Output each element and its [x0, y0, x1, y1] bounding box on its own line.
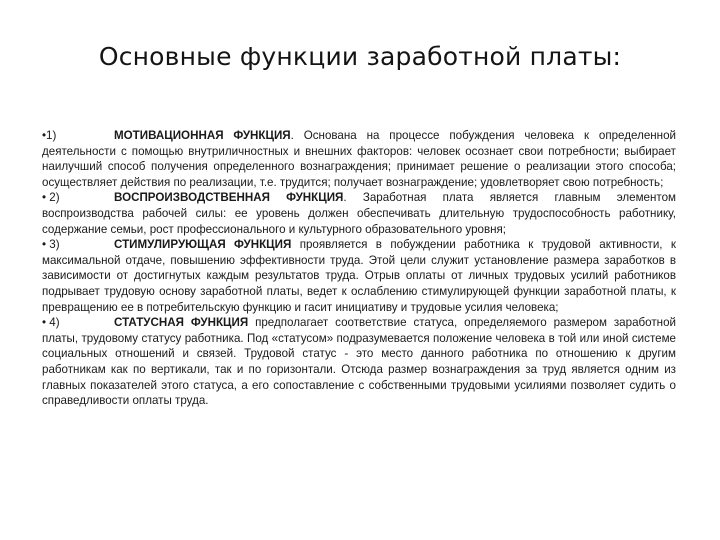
list-item-marker: • 3) — [42, 238, 60, 252]
list-item-status — [42, 315, 676, 409]
list-item-motivational — [42, 128, 676, 190]
list-item-text: проявляется в побуждении работника к трудовой активности, к максимальной отдаче, повышению эффективности труда. Этой цели служит установление размера заработков в зависимости от достигнутых каждым результатов труда. Отрыв оплаты от личных трудовых усилий работников подрывает трудовую основу заработной платы, ведет к ослаблению стимулирующей функции заработной платы, к превращению ее в потребительскую функцию и гасит инициативу и трудовые усилия человека; — [42, 238, 676, 314]
list-item-text: . Заработная плата является главным элементом воспроизводства рабочей силы: ее уровень должен обеспечивать длительную трудоспособность работнику, содержание семьи, рост профессионального и культурного образовательного уровня; — [42, 191, 676, 236]
list-item-heading: СТИМУЛИРУЮЩАЯ ФУНКЦИЯ — [114, 238, 292, 252]
slide-title: Основные функции заработной платы: — [98, 42, 622, 71]
list-item-stimulating — [42, 237, 676, 315]
list-item-text: предполагает соответствие статуса, определяемого размером заработной платы, трудовому статусу работника. Под «статусом» подразумевается положение человека в той или иной системе социальных отношений и связей. Трудовой статус - это место данного работника по отношению к другим работникам как по вертикали, так и по горизонтали. Отсюда размер вознаграждения за труд является одним из главных показателей этого статуса, а его сопоставление с собственными трудовыми усилиями позволяет судить о справедливости оплаты труда. — [42, 316, 676, 408]
list-item-text: . Основана на процессе побуждения человека к определенной деятельности с помощью внутриличностных и внешних факторов: человек осознает свои потребности; выбирает наилучший способ получения определенного вознаграждения; принимает решение о реализации этого способа; осуществляет действия по реализации, т.е. трудится; получает вознаграждение; удовлетворяет свою потребность; — [42, 129, 677, 189]
list-item-marker: • 4) — [42, 316, 60, 330]
list-item-heading: МОТИВАЦИОННАЯ ФУНКЦИЯ — [114, 129, 291, 142]
list-item-marker: •1) — [42, 129, 57, 142]
list-item-heading: СТАТУСНАЯ ФУНКЦИЯ — [114, 316, 249, 330]
function-list — [42, 128, 676, 409]
list-item-reproductive — [42, 190, 676, 237]
list-item-marker: • 2) — [42, 191, 60, 205]
list-item-heading: ВОСПРОИЗВОДСТВЕННАЯ ФУНКЦИЯ — [114, 191, 344, 205]
